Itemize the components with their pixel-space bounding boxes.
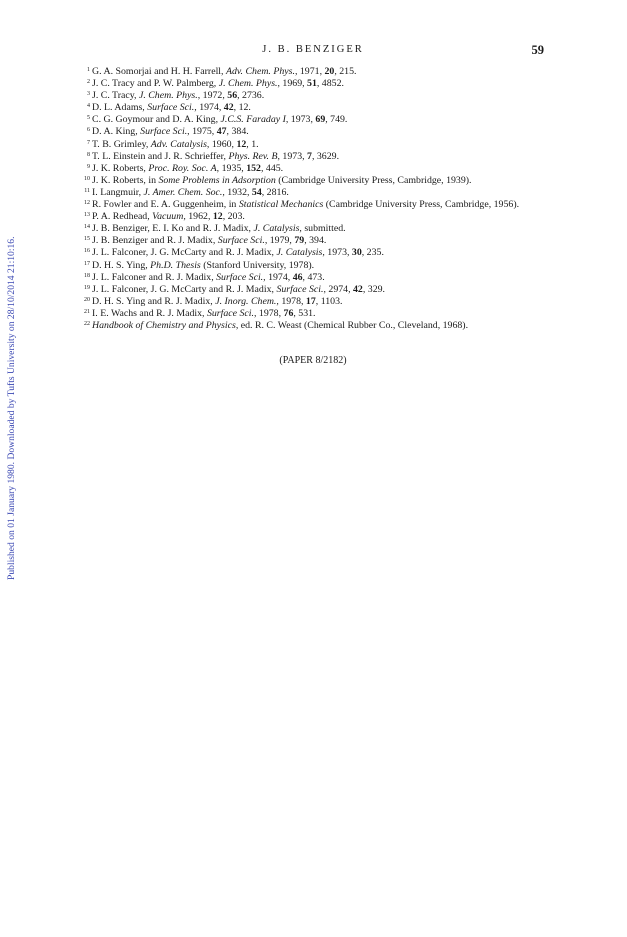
reference-item	[82, 90, 544, 102]
reference-item	[82, 260, 544, 272]
download-watermark	[4, 180, 18, 580]
reference-item	[82, 320, 544, 332]
reference-item	[82, 308, 544, 320]
reference-number: 13	[84, 212, 90, 219]
reference-item	[82, 114, 544, 126]
reference-text: J. C. Tracy, J. Chem. Phys., 1972, 56, 2736.	[92, 90, 265, 102]
reference-item	[82, 284, 544, 296]
reference-text: J. L. Falconer and R. J. Madix, Surface Sci., 1974, 46, 473.	[92, 271, 325, 283]
reference-number: 8	[87, 151, 90, 158]
reference-text: G. A. Somorjai and H. H. Farrell, Adv. Chem. Phys., 1971, 20, 215.	[92, 66, 357, 77]
page-header	[82, 44, 544, 60]
reference-item	[82, 187, 544, 199]
reference-number: 7	[87, 139, 90, 146]
reference-text: J. L. Falconer, J. G. McCarty and R. J. Madix, J. Catalysis, 1973, 30, 235.	[92, 247, 384, 259]
reference-item	[82, 296, 544, 308]
reference-item	[82, 235, 544, 247]
reference-item	[82, 199, 544, 211]
reference-text: J. K. Roberts, in Some Problems in Adsorption (Cambridge University Press, Cambridge, 1939).	[92, 174, 472, 186]
reference-number: 19	[84, 284, 90, 291]
reference-text: D. L. Adams, Surface Sci., 1974, 42, 12.	[92, 102, 251, 114]
reference-item	[82, 126, 544, 138]
reference-number: 5	[87, 115, 90, 122]
reference-number: 10	[84, 175, 90, 182]
reference-number: 22	[84, 320, 90, 327]
reference-item	[82, 175, 544, 187]
reference-text: Handbook of Chemistry and Physics, ed. R. C. Weast (Chemical Rubber Co., Cleveland, 1968).	[92, 319, 469, 331]
reference-text: P. A. Redhead, Vacuum, 1962, 12, 203.	[92, 211, 245, 223]
reference-text: I. E. Wachs and R. J. Madix, Surface Sci., 1978, 76, 531.	[92, 307, 316, 319]
reference-number: 20	[84, 296, 90, 303]
reference-number: 21	[84, 308, 90, 315]
reference-text: I. Langmuir, J. Amer. Chem. Soc., 1932, 54, 2816.	[92, 186, 289, 198]
reference-number: 17	[84, 260, 90, 267]
reference-item	[82, 223, 544, 235]
reference-item	[82, 66, 544, 78]
reference-number: 11	[84, 187, 90, 194]
reference-text: D. H. S. Ying, Ph.D. Thesis (Stanford University, 1978).	[92, 259, 315, 271]
reference-text: J. B. Benziger, E. I. Ko and R. J. Madix, J. Catalysis, submitted.	[92, 223, 346, 235]
reference-item	[82, 211, 544, 223]
reference-text: R. Fowler and E. A. Guggenheim, in Statistical Mechanics (Cambridge University Press, Cambridge, 1956).	[92, 199, 520, 211]
reference-text: T. L. Einstein and J. R. Schrieffer, Phys. Rev. B, 1973, 7, 3629.	[92, 150, 340, 162]
reference-number: 12	[84, 200, 90, 207]
reference-item	[82, 272, 544, 284]
reference-text: C. G. Goymour and D. A. King, J.C.S. Faraday I, 1973, 69, 749.	[92, 114, 348, 126]
reference-text: J. B. Benziger and R. J. Madix, Surface Sci., 1979, 79, 394.	[92, 235, 327, 247]
reference-number: 6	[87, 127, 90, 134]
reference-text: D. A. King, Surface Sci., 1975, 47, 384.	[92, 126, 249, 138]
page-number: 59	[531, 43, 544, 57]
reference-item	[82, 151, 544, 163]
reference-number: 2	[87, 79, 90, 86]
paper-id: (PAPER 8/2182)	[279, 355, 347, 366]
running-head: J. B. BENZIGER	[262, 44, 364, 55]
reference-list	[82, 66, 544, 332]
reference-item	[82, 102, 544, 114]
reference-number: 15	[84, 236, 90, 243]
reference-text: J. C. Tracy and P. W. Palmberg, J. Chem. Phys., 1969, 51, 4852.	[92, 78, 344, 90]
reference-number: 4	[87, 103, 90, 110]
reference-item	[82, 163, 544, 175]
reference-number: 9	[87, 163, 90, 170]
download-watermark-text: Published on 01 January 1980. Downloaded by Tufts University on 28/10/2014 21:10:16.	[6, 236, 17, 580]
reference-text: D. H. S. Ying and R. J. Madix, J. Inorg. Chem., 1978, 17, 1103.	[92, 295, 343, 307]
reference-number: 1	[87, 67, 90, 73]
reference-number: 3	[87, 91, 90, 98]
reference-text: T. B. Grimley, Adv. Catalysis, 1960, 12, 1.	[92, 138, 259, 150]
reference-number: 14	[84, 224, 90, 231]
reference-item	[82, 139, 544, 151]
reference-text: J. L. Falconer, J. G. McCarty and R. J. Madix, Surface Sci., 2974, 42, 329.	[92, 283, 385, 295]
reference-number: 18	[84, 272, 90, 279]
reference-item	[82, 78, 544, 90]
reference-text: J. K. Roberts, Proc. Roy. Soc. A, 1935, 152, 445.	[92, 162, 284, 174]
reference-item	[82, 247, 544, 259]
reference-number: 16	[84, 248, 90, 255]
